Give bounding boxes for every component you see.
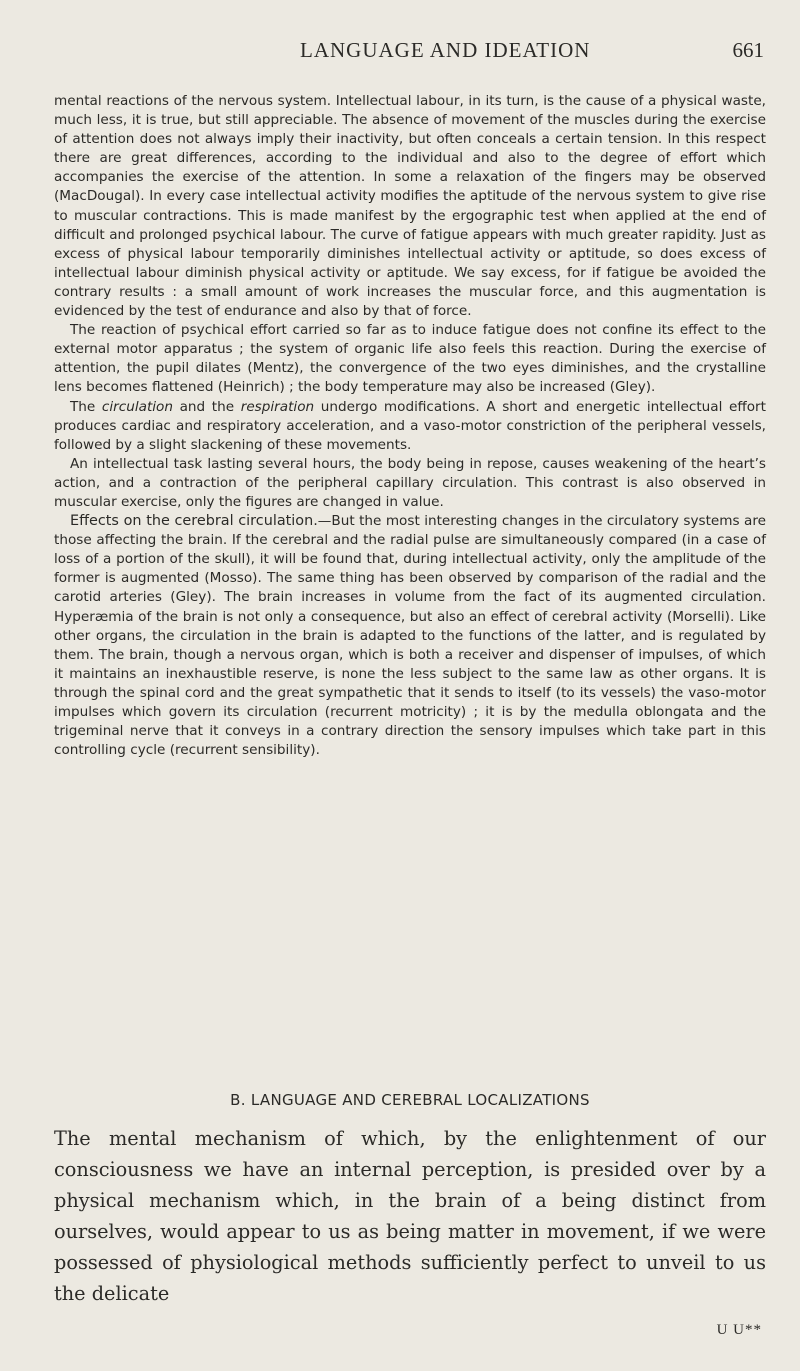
paragraph-4: An intellectual task lasting several hours, the body being in repose, causes weakening of the heart’s action, and a contraction of the peripheral capillary circulation. This contrast is also observed in muscular exercise, only the figures are changed in value. xyxy=(54,455,766,510)
paragraph-3-mid: and the xyxy=(172,398,241,415)
paragraph-5 xyxy=(54,512,766,760)
paragraph-2: The reaction of psychical effort carried so far as to induce fatigue does not confine its effect to the external motor apparatus ; the system of organic life also feels this reaction. During the exercise of attention, the pupil dilates (Mentz), the convergence of the two eyes diminishes, and the crystalline lens becomes flattened (Heinrich) ; the body temperature may also be increased (Gley). xyxy=(54,322,766,396)
page-number: 661 xyxy=(732,38,764,62)
term-respiration: respiration xyxy=(240,398,315,415)
body-text xyxy=(54,92,766,760)
paragraph-1: mental reactions of the nervous system. Intellectual labour, in its turn, is the cause of a physical waste, much less, it is true, but still appreciable. The absence of movement of the muscles during the exercise of attention does not always imply their inactivity, but often conceals a certain tension. In this respect there are great differences, according to the individual and also to the degree of effort which accompanies the exercise of the attention. In some a relaxation of the fingers may be observed (MacDougal). In every case intellectual activity modifies the aptitude of the nervous system to give rise to muscular contractions. This is made manifest by the ergographic test when applied at the end of difficult and prolonged psychical labour. The curve of fatigue appears with much greater rapidity. Just as excess of physical labour temporarily diminishes intellectual activity or aptitude, so does excess of intellectual labour diminish physical activity or aptitude. We say excess, for if fatigue be avoided the contrary results : a small amount of work increases the muscular force, and this augmentation is evidenced by the test of endurance and also by that of force. xyxy=(54,93,766,320)
paragraph-5-text: —But the most interesting changes in the circulatory systems are those affecting the brain. If the cerebral and the radial pulse are simultaneously compared (in a case of loss of a portion of the skull), it will be found that, during intellectual activity, only the amplitude of the former is augmented (Mosso). The same thing has been observed by comparison of the radial and the carotid arteries (Gley). The brain increases in volume from the fact of its augmented circulation. Hyperæmia of the brain is not only a consequence, but also an effect of cerebral activity (Morselli). Like other organs, the circulation in the brain is adapted to the functions of the latter, and is regulated by them. The brain, though a nervous organ, which is both a receiver and dispenser of impulses, of which it maintains an inexhaustible reserve, is none the less subject to the same law as other organs. It is through the spinal cord and the great sympathetic that it sends to itself (to its vessels) the vaso-motor impulses which govern its circulation (recurrent motricity) ; it is by the medulla oblongata and the trigeminal nerve that it conveys in a contrary direction the sensory impulses which take part in this controlling cycle (recurrent sensibility). xyxy=(54,513,767,759)
paragraph-3-pre: The xyxy=(70,398,102,415)
signature-mark: U U** xyxy=(716,1322,762,1338)
section-heading: B. LANGUAGE AND CEREBRAL LOCALIZATIONS xyxy=(230,1091,590,1109)
run-in-heading: Effects on the cerebral circulation. xyxy=(70,513,318,530)
term-circulation: circulation xyxy=(101,398,173,415)
paragraph-3-post: undergo modifications. A short and energetic intellectual effort produces cardiac and respiratory acceleration, and a vaso-motor constriction of the peripheral vessels, followed by a slight slackening of these movements. xyxy=(54,398,766,453)
section-intro xyxy=(54,1123,766,1309)
paragraph-3 xyxy=(54,398,766,455)
running-title: LANGUAGE AND IDEATION xyxy=(300,38,591,62)
section-intro-paragraph: The mental mechanism of which, by the enlightenment of our consciousness we have an internal perception, is presided over by a physical mechanism which, in the brain of a being distinct from ourselves, would appear to us as being matter in movement, if we were possessed of physiological methods sufficiently perfect to unveil to us the delicate xyxy=(54,1127,766,1305)
page-header xyxy=(0,38,800,68)
